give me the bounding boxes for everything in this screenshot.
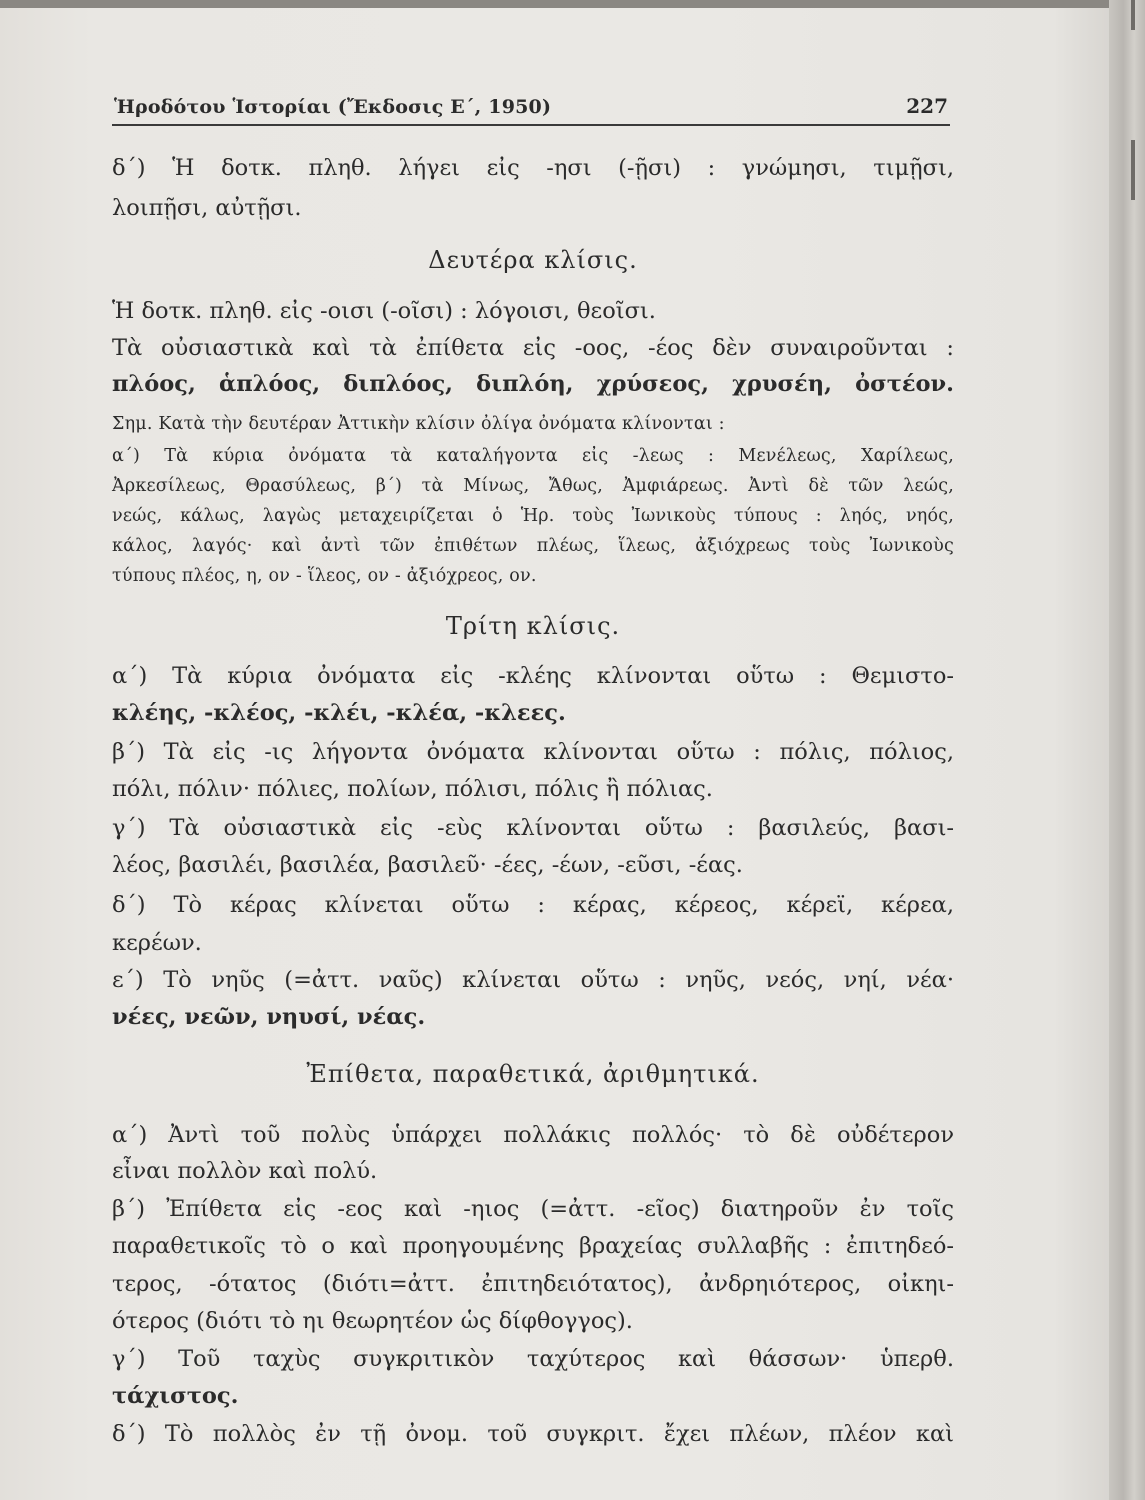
text-line: γ΄) Τοῦ ταχὺς συγκριτικὸν ταχύτερος καὶ θάσσων· ὑπερθ. bbox=[112, 1346, 954, 1372]
text-line: β΄) Τὰ εἰς -ις λήγοντα ὀνόματα κλίνονται οὕτω : πόλις, πόλιος, bbox=[112, 739, 954, 765]
text-line: α΄) Ἀντὶ τοῦ πολὺς ὑπάρχει πολλάκις πολλός· τὸ δὲ οὐδέτερον bbox=[112, 1122, 954, 1148]
text-line: παραθετικοῖς τὸ ο καὶ προηγουμένης βραχείας συλλαβῆς : ἐπιτηδεό- bbox=[112, 1233, 954, 1259]
running-title: Ἡροδότου Ἱστορίαι (Ἔκδοσις Ε΄, 1950) bbox=[114, 96, 552, 118]
note-line: νεώς, κάλως, λαγὼς μεταχειρίζεται ὁ Ἡρ. τοὺς Ἰωνικοὺς τύπους : ληός, νηός, bbox=[112, 506, 954, 526]
text-line: λοιπῇσι, αὐτῇσι. bbox=[112, 195, 302, 221]
text-line: τάχιστος. bbox=[112, 1383, 239, 1409]
note-line: Ἀρκεσίλεως, Θρασύλεως, β΄) τὰ Μίνως, Ἄθως, Ἀμφιάρεως. Ἀντὶ δὲ τῶν λεώς, bbox=[112, 476, 954, 496]
text-line: κλέης, -κλέος, -κλέι, -κλέα, -κλεες. bbox=[112, 700, 566, 726]
note-line: α΄) Τὰ κύρια ὀνόματα τὰ καταλήγοντα εἰς -λεως : Μενέλεως, Χαρίλεως, bbox=[112, 446, 954, 466]
section-heading: Δευτέρα κλίσις. bbox=[428, 246, 638, 274]
text-line: β΄) Ἐπίθετα εἰς -εος καὶ -ηιος (=ἀττ. -εῖος) διατηροῦν ἐν τοῖς bbox=[112, 1196, 954, 1222]
section-heading: Ἐπίθετα, παραθετικά, ἀριθμητικά. bbox=[306, 1060, 760, 1088]
text-line: νέες, νεῶν, νηυσί, νέας. bbox=[112, 1004, 426, 1030]
running-header bbox=[112, 94, 950, 126]
page-number: 227 bbox=[906, 94, 948, 118]
text-line: γ΄) Τὰ οὐσιαστικὰ εἰς -εὺς κλίνονται οὕτω : βασιλεύς, βασι- bbox=[112, 815, 954, 841]
text-line: ε΄) Τὸ νηῦς (=ἀττ. ναῦς) κλίνεται οὕτω : νηῦς, νεός, νηί, νέα· bbox=[112, 967, 954, 993]
text-line: τερος, -ότατος (διότι=ἀττ. ἐπιτηδειότατος), ἀνδρηιότερος, οἰκηι- bbox=[112, 1271, 954, 1297]
text-line: δ΄) Τὸ κέρας κλίνεται οὕτω : κέρας, κέρεος, κέρεϊ, κέρεα, bbox=[112, 892, 954, 918]
text-line: δ΄) Ἡ δοτκ. πληθ. λήγει εἰς -ησι (-ῇσι) : γνώμησι, τιμῇσι, bbox=[112, 155, 954, 181]
text-line: ότερος (διότι τὸ ηι θεωρητέον ὡς δίφθογγος). bbox=[112, 1308, 633, 1334]
text-line: α΄) Τὰ κύρια ὀνόματα εἰς -κλέης κλίνονται οὕτω : Θεμιστο- bbox=[112, 663, 954, 689]
text-line: λέος, βασιλέι, βασιλέα, βασιλεῦ· -έες, -έων, -εῦσι, -έας. bbox=[112, 852, 743, 878]
text-line: εἶναι πολλὸν καὶ πολύ. bbox=[112, 1158, 378, 1184]
note-line: κάλος, λαγός· καὶ ἀντὶ τῶν ἐπιθέτων πλέως, ἵλεως, ἀξιόχρεως τοὺς Ἰωνικοὺς bbox=[112, 536, 954, 556]
section-heading: Τρίτη κλίσις. bbox=[445, 612, 621, 640]
spine-mark bbox=[1131, 0, 1135, 30]
text-line: πόλι, πόλιν· πόλιες, πολίων, πόλισι, πόλις ἢ πόλιας. bbox=[112, 776, 713, 802]
text-line: πλόος, ἁπλόος, διπλόος, διπλόη, χρύσεος, χρυσέη, ὀστέον. bbox=[112, 371, 954, 397]
spine-mark bbox=[1131, 140, 1135, 200]
text-line: Ἡ δοτκ. πληθ. εἰς -οισι (-οῖσι) : λόγοισι, θεοῖσι. bbox=[112, 298, 656, 324]
book-spine-edge bbox=[1109, 0, 1145, 1500]
text-line: Τὰ οὐσιαστικὰ καὶ τὰ ἐπίθετα εἰς -οος, -έος δὲν συναιροῦνται : bbox=[112, 335, 954, 361]
text-line: κερέων. bbox=[112, 930, 202, 956]
note-line: τύπους πλέος, η, ον - ἵλεος, ον - ἀξιόχρεος, ον. bbox=[112, 566, 537, 586]
text-line: δ΄) Τὸ πολλὸς ἐν τῇ ὀνομ. τοῦ συγκριτ. ἔχει πλέων, πλέον καὶ bbox=[112, 1421, 954, 1447]
note-line: Σημ. Κατὰ τὴν δευτέραν Ἀττικὴν κλίσιν ὀλίγα ὀνόματα κλίνονται : bbox=[112, 414, 725, 434]
scan-top-edge bbox=[0, 0, 1110, 8]
